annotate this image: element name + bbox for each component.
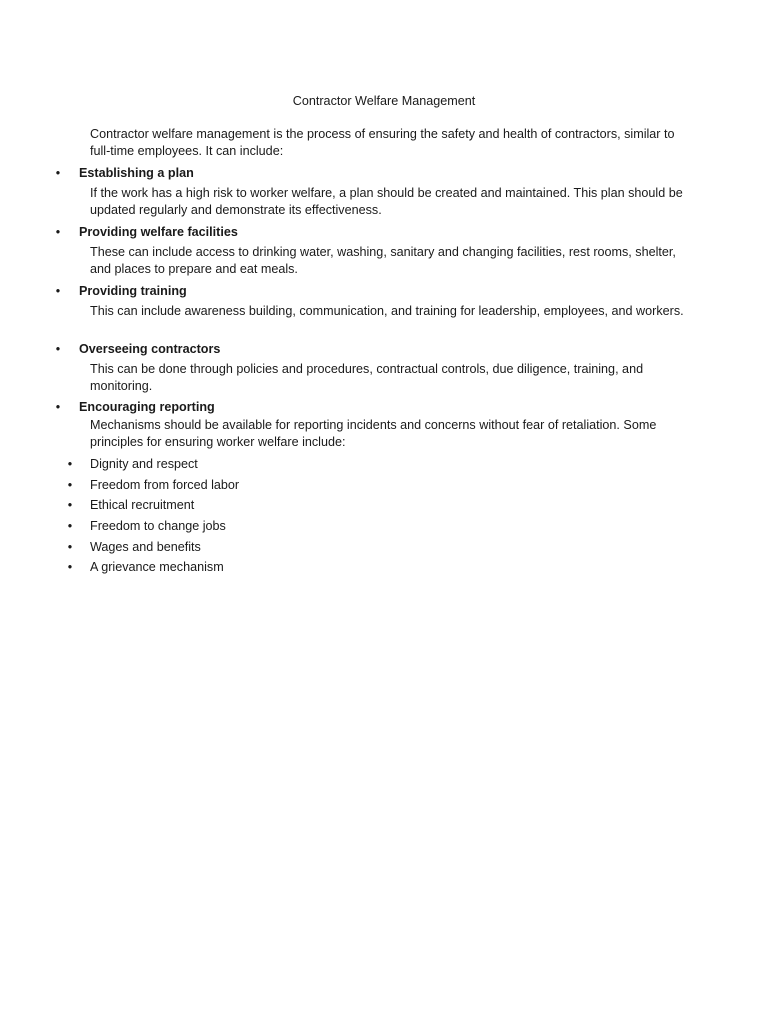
principle-text: Wages and benefits <box>90 539 201 554</box>
bullet-marker: • <box>67 560 73 575</box>
document-title: Contractor Welfare Management <box>292 94 476 108</box>
list-item <box>0 518 768 539</box>
bullet-marker: • <box>55 166 61 180</box>
bullet-marker: • <box>67 477 73 492</box>
section-heading: Establishing a plan <box>79 166 194 180</box>
list-item <box>0 539 768 560</box>
list-item <box>0 559 768 580</box>
section-body: If the work has a high risk to worker welfare, a plan should be created and maintained. This plan should be updated regularly and demonstrate its effectiveness. <box>90 186 683 217</box>
bullet-marker: • <box>55 225 61 239</box>
principle-text: Freedom from forced labor <box>90 477 240 492</box>
intro-paragraph: Contractor welfare management is the process of ensuring the safety and health of contractors, similar to full-time employees. It can include: <box>90 127 675 158</box>
section-body: Mechanisms should be available for reporting incidents and concerns without fear of retaliation. Some principles for ensuring worker welfare include: <box>90 418 657 449</box>
principle-text: Ethical recruitment <box>90 498 195 513</box>
section-heading: Providing training <box>79 284 187 298</box>
section-heading: Providing welfare facilities <box>79 225 238 239</box>
bullet-marker: • <box>67 519 73 534</box>
section-heading: Overseeing contractors <box>79 342 221 356</box>
bullet-marker: • <box>67 457 73 471</box>
bullet-marker: • <box>55 342 61 356</box>
list-item <box>0 477 768 498</box>
bullet-marker: • <box>55 284 61 298</box>
bullet-marker: • <box>67 498 73 513</box>
section-body: These can include access to drinking water, washing, sanitary and changing facilities, rest rooms, shelter, and places to prepare and eat meals. <box>90 245 676 276</box>
list-item <box>0 456 768 477</box>
section-body: This can include awareness building, communication, and training for leadership, employees, and workers. <box>90 304 684 318</box>
section-heading: Encouraging reporting <box>79 400 215 414</box>
principles-list <box>0 456 768 580</box>
principle-text: Dignity and respect <box>90 457 198 471</box>
principle-text: Freedom to change jobs <box>90 519 226 534</box>
list-item <box>0 497 768 518</box>
principle-text: A grievance mechanism <box>90 560 224 575</box>
bullet-marker: • <box>55 400 61 414</box>
bullet-marker: • <box>67 539 73 554</box>
section-body: This can be done through policies and procedures, contractual controls, due diligence, training, and monitoring. <box>90 362 644 393</box>
